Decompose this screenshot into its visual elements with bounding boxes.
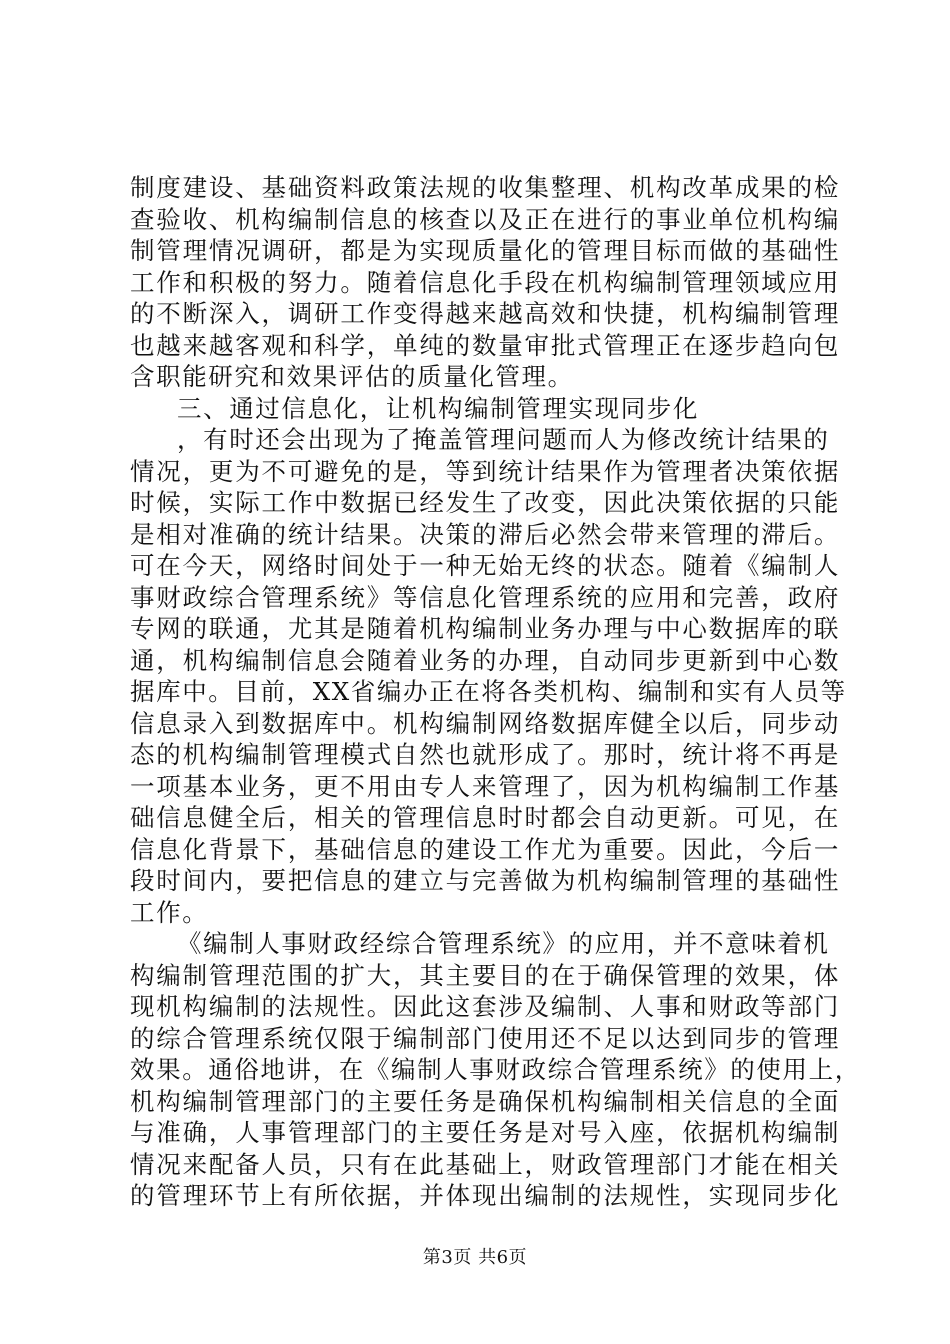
text-line: 一项基本业务，更不用由专人来管理了，因为机构编制工作基	[130, 771, 840, 801]
text-line: 可在今天，网络时间处于一种无始无终的状态。随着《编制人	[130, 551, 840, 580]
text-line: 现机构编制的法规性。因此这套涉及编制、人事和财政等部门	[130, 992, 840, 1021]
text-line: 机构编制管理部门的主要任务是确保机构编制相关信息的全面	[130, 1086, 840, 1116]
text-line: 与准确，人事管理部门的主要任务是对号入座，依据机构编制	[130, 1118, 840, 1147]
text-line: 构编制管理范围的扩大，其主要目的在于确保管理的效果，体	[130, 960, 840, 990]
text-line: 的管理环节上有所依据，并体现出编制的法规性，实现同步化	[130, 1181, 840, 1210]
text-line: 信息录入到数据库中。机构编制网络数据库健全以后，同步动	[130, 708, 840, 738]
page-number-footer: 第3页 共6页	[422, 1247, 528, 1268]
text-line: 效果。通俗地讲，在《编制人事财政综合管理系统》的使用上，	[130, 1055, 861, 1084]
text-line: 制管理情况调研，都是为实现质量化的管理目标而做的基础性	[130, 236, 840, 265]
text-line: 制度建设、基础资料政策法规的收集整理、机构改革成果的检	[130, 173, 840, 202]
text-line: 信息化背景下，基础信息的建设工作尤为重要。因此，今后一	[130, 834, 840, 864]
document-body	[130, 172, 861, 1212]
text-line: 工作和积极的努力。随着信息化手段在机构编制管理领域应用	[130, 267, 840, 297]
text-line: 的不断深入，调研工作变得越来越高效和快捷，机构编制管理	[130, 299, 840, 328]
text-line: 事财政综合管理系统》等信息化管理系统的应用和完善，政府	[130, 582, 840, 612]
text-line: 通，机构编制信息会随着业务的办理，自动同步更新到中心数	[130, 645, 840, 675]
text-line: 工作。	[130, 897, 209, 927]
text-line: 《编制人事财政经综合管理系统》的应用，并不意味着机	[177, 929, 830, 958]
text-line: 段时间内，要把信息的建立与完善做为机构编制管理的基础性	[130, 866, 840, 895]
text-line: 含职能研究和效果评估的质量化管理。	[130, 362, 574, 391]
text-line: 查验收、机构编制信息的核查以及正在进行的事业单位机构编	[130, 204, 840, 234]
text-line: 据库中。目前，XX省编办正在将各类机构、编制和实有人员等	[130, 677, 847, 706]
text-line: 情况来配备人员，只有在此基础上，财政管理部门才能在相关	[130, 1149, 840, 1179]
text-line: 是相对准确的统计结果。决策的滞后必然会带来管理的滞后。	[130, 519, 840, 549]
text-line: 也越来越客观和科学，单纯的数量审批式管理正在逐步趋向包	[130, 330, 840, 360]
text-line: 时候，实际工作中数据已经发生了改变，因此决策依据的只能	[130, 488, 840, 517]
text-line: 情况，更为不可避免的是，等到统计结果作为管理者决策依据	[130, 456, 840, 486]
text-line: 的综合管理系统仅限于编制部门使用还不足以达到同步的管理	[130, 1023, 840, 1053]
text-line: 础信息健全后，相关的管理信息时时都会自动更新。可见，在	[130, 803, 840, 832]
text-line: ，有时还会出现为了掩盖管理问题而人为修改统计结果的	[177, 425, 830, 454]
section-heading: 三、通过信息化，让机构编制管理实现同步化	[177, 393, 699, 423]
text-line: 专网的联通，尤其是随着机构编制业务办理与中心数据库的联	[130, 614, 840, 643]
text-line: 态的机构编制管理模式自然也就形成了。那时，统计将不再是	[130, 740, 840, 769]
